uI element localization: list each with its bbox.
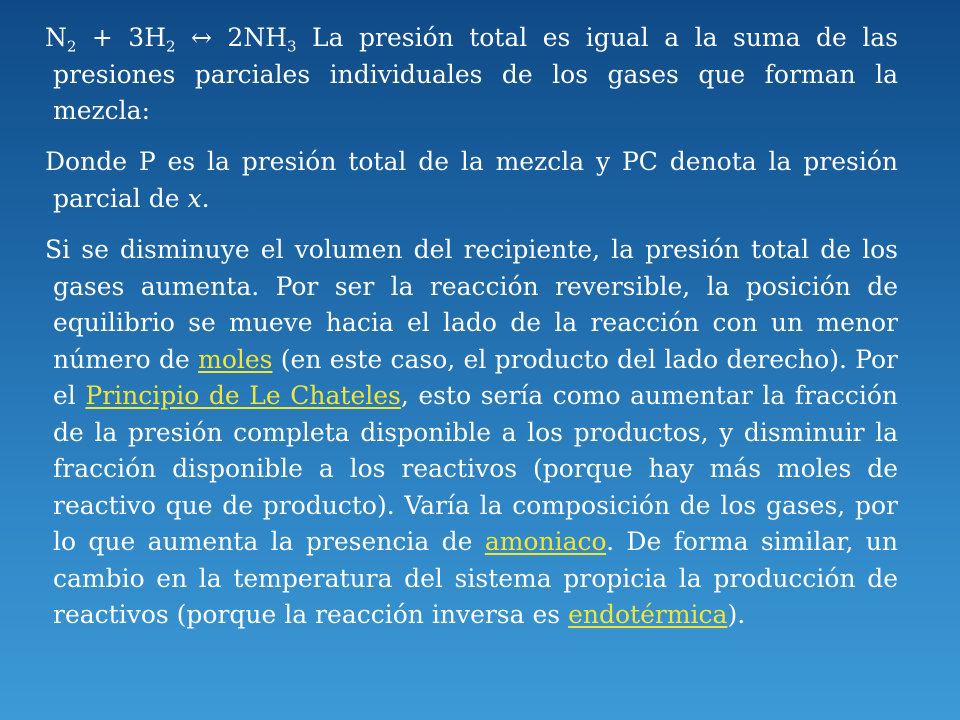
link-moles[interactable]: moles [198,344,273,374]
paragraph-1-text: La presión total es igual a la suma de las presiones parciales individuales de los gases que forman la mezcla: [53,23,898,125]
link-principio-le-chatelier[interactable]: Principio de Le Chateles [85,381,401,410]
variable-x: x [187,183,202,213]
chemical-equation: $N_2 + 3H_2$ ↔ $2NH_3$ [45,23,297,56]
paragraph-definition: Donde P es la presión total de la mezcla y PC denota la presión parcial de x. [45,147,898,213]
link-endotermica[interactable]: endotérmica [568,600,728,629]
paragraph-explanation: Si se disminuye el volumen del recipiente, la presión total de los gases aumenta. Por ser la reacción reversible, la posición de equilibrio se mueve hacia el lado de la reacción con un menor número de moles (en este caso, el producto del lado derecho). Por el Principio de Le Chateles, esto sería como aumentar la fracción de la presión completa disponible a los productos, y disminuir la fracción disponible a los reactivos (porque hay más moles de reactivo que de producto). Varía la composición de los gases, por lo que aumenta la presencia de amoniaco. De forma similar, un cambio en la temperatura del sistema propicia la producción de reactivos (porque la reacción inversa es endotérmica). [45,235,899,629]
link-amoniaco[interactable]: amoniaco [484,527,607,556]
paragraph-equation [45,20,898,130]
